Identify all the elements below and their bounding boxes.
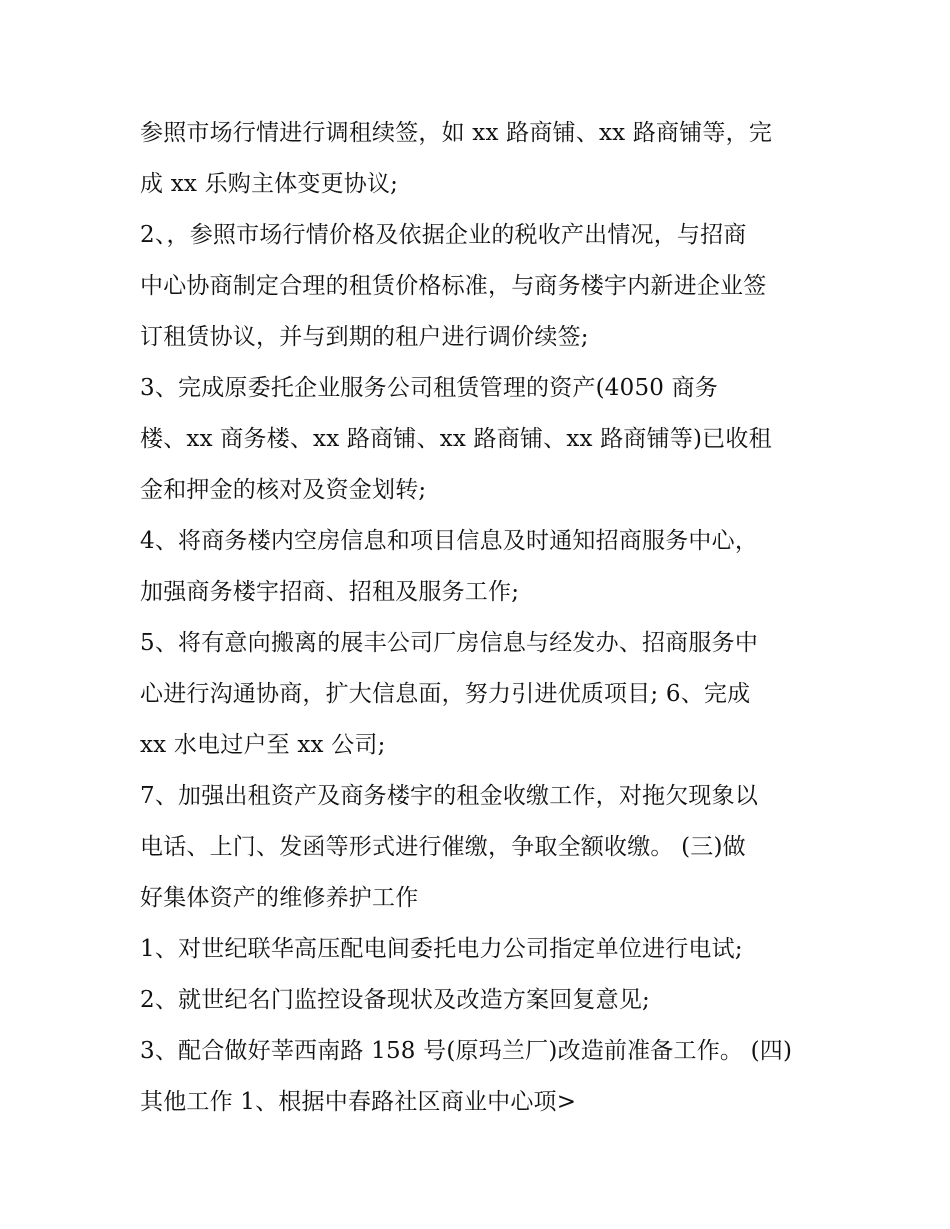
text-line: 其他工作 1、根据中春路社区商业中心项> (140, 1089, 577, 1115)
text-line: 成 xx 乐购主体变更协议; (140, 171, 399, 197)
text-line: 参照市场行情进行调租续签，如 xx 路商铺、xx 路商铺等，完 (140, 120, 773, 146)
text-line: 电话、上门、发函等形式进行催缴，争取全额收缴。 (三)做 (140, 834, 746, 860)
text-line: 中心协商制定合理的租赁价格标准，与商务楼宇内新进企业签 (140, 273, 767, 299)
text-line: 心进行沟通协商，扩大信息面，努力引进优质项目; 6、完成 (140, 681, 751, 707)
text-line: 5、将有意向搬离的展丰公司厂房信息与经发办、招商服务中 (140, 630, 759, 656)
document-body (140, 108, 830, 1128)
text-line: 加强商务楼宇招商、招租及服务工作; (140, 579, 520, 605)
text-line: 订租赁协议，并与到期的租户进行调价续签; (140, 324, 589, 350)
text-line: 7、加强出租资产及商务楼宇的租金收缴工作，对拖欠现象以 (140, 783, 759, 809)
text-line: 楼、xx 商务楼、xx 路商铺、xx 路商铺、xx 路商铺等)已收租 (140, 426, 772, 452)
text-line: 金和押金的核对及资金划转; (140, 477, 427, 503)
text-line: xx 水电过户至 xx 公司; (140, 732, 386, 758)
text-line: 2、，参照市场行情价格及依据企业的税收产出情况，与招商 (140, 222, 747, 248)
text-line: 3、配合做好莘西南路 158 号(原玛兰厂)改造前准备工作。 (四) (140, 1038, 793, 1064)
text-line: 2、就世纪名门监控设备现状及改造方案回复意见; (140, 987, 650, 1013)
text-line: 1、对世纪联华高压配电间委托电力公司指定单位进行电试; (140, 936, 743, 962)
text-line: 3、完成原委托企业服务公司租赁管理的资产(4050 商务 (140, 375, 719, 401)
text-line: 4、将商务楼内空房信息和项目信息及时通知招商服务中心， (140, 528, 759, 554)
text-line: 好集体资产的维修养护工作 (140, 885, 419, 911)
